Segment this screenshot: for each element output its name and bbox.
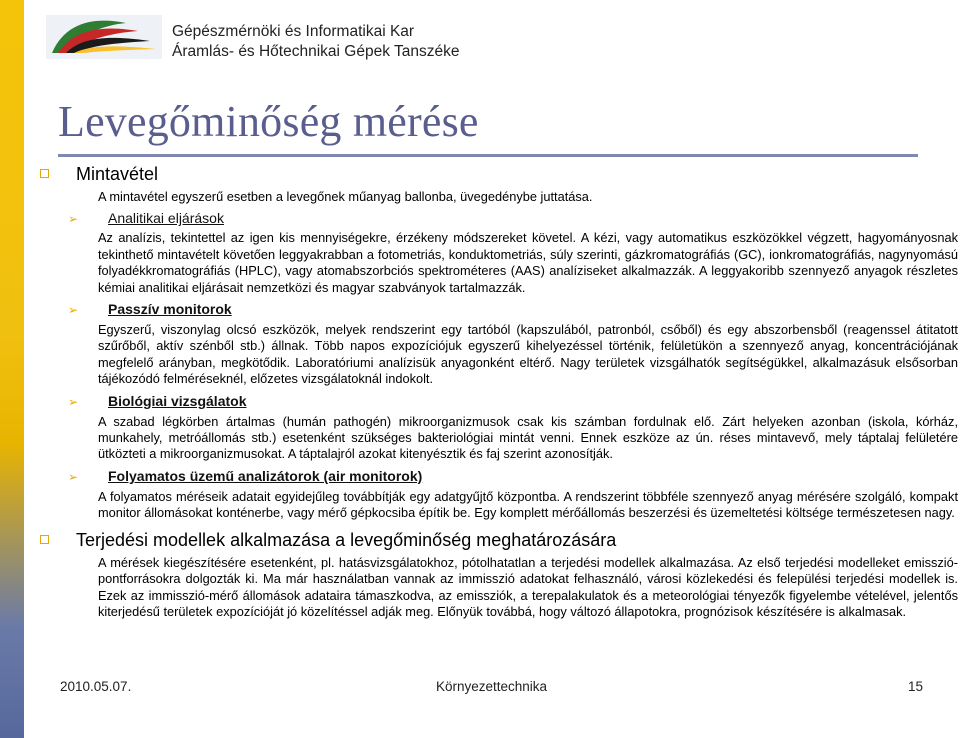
bullet-biologiai-vizsgalatok: [68, 392, 958, 411]
square-bullet-icon: [40, 169, 49, 178]
arrow-bullet-icon: ➢: [68, 212, 79, 227]
bullet-folyamatos-analizatorok: [68, 467, 958, 486]
arrow-bullet-icon: ➢: [68, 303, 79, 318]
university-logo: [46, 15, 162, 59]
section-text: A mérések kiegészítésére esetenként, pl. hatásvizsgálatokhoz, pótolhatatlan a terjedési modellek alkalmazása. Az első terjedési modelleket emisszió-pontforrásokra dolgozták ki. Ma már használatban vannak az immisszió adatokat felhasználó, városi közlekedési és felepülési terjedési modellek is. Ezek az immisszió-mérő állomások adataira támaszkodva, az emissziók, a terepalakulatok és a meteorológiai tényezők figyelembe vételével, jelentős kiterjedésű területek expozícióját jó közelítéssel adják meg. Előnyük továbbá, hogy változó állapotokra, prognózisok készítésére is alkalmasak.: [98, 554, 958, 619]
subsection-text: A szabad légkörben ártalmas (humán pathogén) mikroorganizmusok csak kis számban fordulnak elő. Zárt helyeken azonban (iskola, kórház, munkahely, metróállomás stb.) esetenként szükséges bakteriológiai mintát venni. Ennek eszköze az ún. réses mintavevő, mely táptalaj felületére ütközteti a mikroorganizmusokat. A táptalajról azokat kitenyésztik és faj szerint azonosítják.: [98, 413, 958, 462]
bullet-analitikai-eljarasok: [68, 209, 958, 228]
faculty-name: Gépészmérnöki és Informatikai Kar: [172, 23, 415, 40]
title-underline: [58, 154, 918, 157]
bullet-passziv-monitorok: [68, 300, 958, 319]
section-heading: Terjedési modellek alkalmazása a levegőminőség meghatározására: [76, 529, 617, 550]
subsection-text: A folyamatos méréseik adatait egyidejűleg továbbítják egy adatgyűjtő központba. A rendszerint többféle szennyező anyag mérésére szolgáló, kompakt monitor állomásokat konténerbe, vagy mérő gépkocsiba építik be. Egy komplett mérőállomás beszerzési és üzemeltetési költsége természetesen nagy.: [98, 488, 958, 521]
subsection-heading: Folyamatos üzemű analizátorok (air monitorok): [108, 467, 423, 484]
slide-content: [40, 160, 958, 620]
subsection-text: Az analízis, tekintettel az igen kis mennyiségekre, érzékeny módszereket követel. A kézi, vagy automatikus eszközökkel végzett, hagyományosnak tekinthető mintavételt követően leggyakrabban a fotometriás, konduktometriás, súly szerinti, gázkromatográfiás (GC), ionkromatográfiás, nagynyomású folyadékkromatográfiás (HPLC), vagy atomabszorbciós spektrométeres (AAS) analíziseket alkalmazzák. A leggyakoribb szennyező anyagok részletes kémiai analitikai eljárásait nemzetközi és magyar szabványok tartalmazzák.: [98, 230, 958, 295]
slide-title: Levegőminőség mérése: [58, 97, 479, 146]
subsection-heading: Biológiai vizsgálatok: [108, 392, 247, 409]
department-name: Áramlás- és Hőtechnikai Gépek Tanszéke: [172, 43, 460, 60]
section-text: A mintavétel egyszerű esetben a levegőnek műanyag ballonba, üvegedénybe juttatása.: [98, 189, 593, 204]
square-bullet-icon: [40, 535, 49, 544]
footer-page-number: 15: [908, 679, 924, 694]
bullet-mintavetel: [40, 162, 958, 186]
bullet-terjedesi-modellek: [40, 528, 958, 552]
subsection-heading: Passzív monitorok: [108, 301, 232, 318]
footer-course: Környezettechnika: [436, 679, 548, 694]
section-heading: Mintavétel: [76, 164, 159, 184]
subsection-text: Egyszerű, viszonylag olcsó eszközök, melyek rendszerint egy tartóból (kapszulából, patronból, csőből) és egy abszorbensből (reagenssel átitatott szűrőből, aktív szénből stb.) állnak. Több napos expozíciójuk egyszerű kihelyezéssel történik, felületükön a szennyező anyag, koncentrációjának megfelelő arányban, megkötődik. Laboratóriumi analízisük anyagonként eltérő. Nagy területek vizsgálhatók segítségükkel, alkalmazásuk elsősorban tájékozódó felméréseknél, előzetes vizsgálatoknál indokolt.: [98, 322, 958, 387]
arrow-bullet-icon: ➢: [68, 469, 79, 484]
footer-date: 2010.05.07.: [60, 679, 132, 694]
institution-header: [172, 22, 459, 62]
subsection-heading: Analitikai eljárások: [108, 210, 224, 227]
left-accent-bar: [0, 0, 24, 738]
arrow-bullet-icon: ➢: [68, 394, 79, 409]
